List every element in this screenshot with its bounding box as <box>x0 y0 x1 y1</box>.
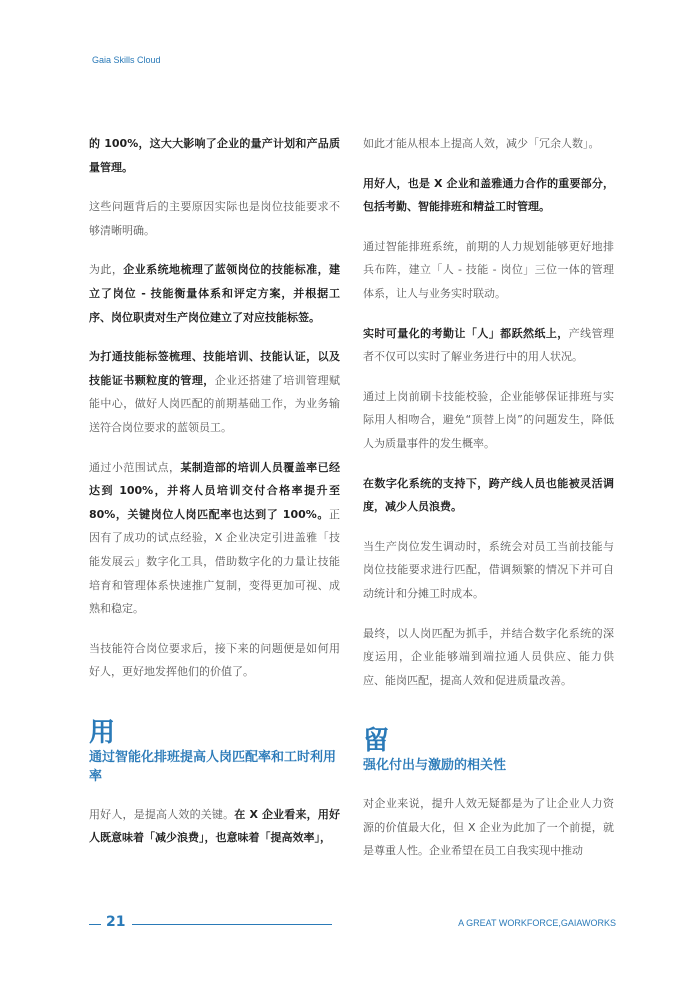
paragraph: 用好人，也是 X 企业和盖雅通力合作的重要部分，包括考勤、智能排班和精益工时管理。 <box>363 176 614 214</box>
paragraph: 如此才能从根本上提高人效，减少「冗余人数」。 <box>363 137 600 150</box>
footer-rule-right <box>132 924 332 925</box>
paragraph: 为此，企业系统地梳理了蓝领岗位的技能标准，建立了岗位 - 技能衡量体系和评定方案，并根据工序、岗位职责对生产岗位建立了对应技能标签。 <box>89 263 341 324</box>
footer-tagline: A GREAT WORKFORCE,GAIAWORKS <box>458 918 616 928</box>
section-heading-char: 用 <box>89 717 116 748</box>
paragraph: 通过上岗前刷卡技能校验，企业能够保证排班与实际用人相吻合，避免“顶替上岗”的问题发生，降低人为质量事件的发生概率。 <box>363 389 614 450</box>
paragraph: 最终，以人岗匹配为抓手，并结合数字化系统的深度运用，企业能够端到端拉通人员供应、能力供应、能岗匹配，提高人效和促进质量改善。 <box>363 626 614 687</box>
paragraph: 对企业来说，提升人效无疑都是为了让企业人力资源的价值最大化，但 X 企业为此加了一个前提，就是尊重人性。企业希望在员工自我实现中推动 <box>363 797 614 858</box>
section-subheading: 通过智能化排班提高人岗匹配率和工时利用率 <box>89 749 337 784</box>
paragraph: 通过智能排班系统，前期的人力规划能够更好地排兵布阵，建立「人 - 技能 - 岗位」三位一体的管理体系，让人与业务实时联动。 <box>363 239 614 300</box>
brand-header: Gaia Skills Cloud <box>92 55 161 65</box>
paragraph: 实时可量化的考勤让「人」都跃然纸上，产线管理者不仅可以实时了解业务进行中的用人状况。 <box>363 326 615 364</box>
page-number: 21 <box>106 914 126 930</box>
footer-rule-left <box>89 924 101 925</box>
paragraph: 这些问题背后的主要原因实际也是岗位技能要求不够清晰明确。 <box>89 200 340 237</box>
paragraph: 通过小范围试点，某制造部的培训人员覆盖率已经达到 100%，并将人员培训交付合格率提升至 80%，关键岗位人岗匹配率也达到了 100%。正因有了成功的试点经验，X 企业决定引进盖雅「技能发展云」数字化工具，借助数字化的力量让技能培育和管理体系快速推广复制，变得更加可视、成熟和稳定。 <box>89 460 341 616</box>
section-subheading: 强化付出与激励的相关性 <box>363 758 507 774</box>
left-column <box>89 132 340 866</box>
paragraph: 的 100%，这大大影响了企业的量产计划和产品质量管理。 <box>89 137 340 174</box>
paragraph: 用好人，是提高人效的关键。在 X 企业看来，用好人既意味着「减少浪费」，也意味着「提高效率」， <box>89 807 340 845</box>
paragraph: 为打通技能标签梳理、技能培训、技能认证，以及技能证书颗粒度的管理，企业还搭建了培训管理赋能中心，做好人岗匹配的前期基础工作，为业务输送符合岗位要求的蓝领员工。 <box>89 350 341 434</box>
paragraph: 当生产岗位发生调动时，系统会对员工当前技能与岗位技能要求进行匹配，借调频繁的情况下并可自动统计和分摊工时成本。 <box>363 539 614 600</box>
right-column <box>363 132 614 879</box>
paragraph: 当技能符合岗位要求后，接下来的问题便是如何用好人，更好地发挥他们的价值了。 <box>89 641 340 679</box>
section-heading-char: 留 <box>363 726 390 757</box>
paragraph: 在数字化系统的支持下，跨产线人员也能被灵活调度，减少人员浪费。 <box>363 476 614 514</box>
